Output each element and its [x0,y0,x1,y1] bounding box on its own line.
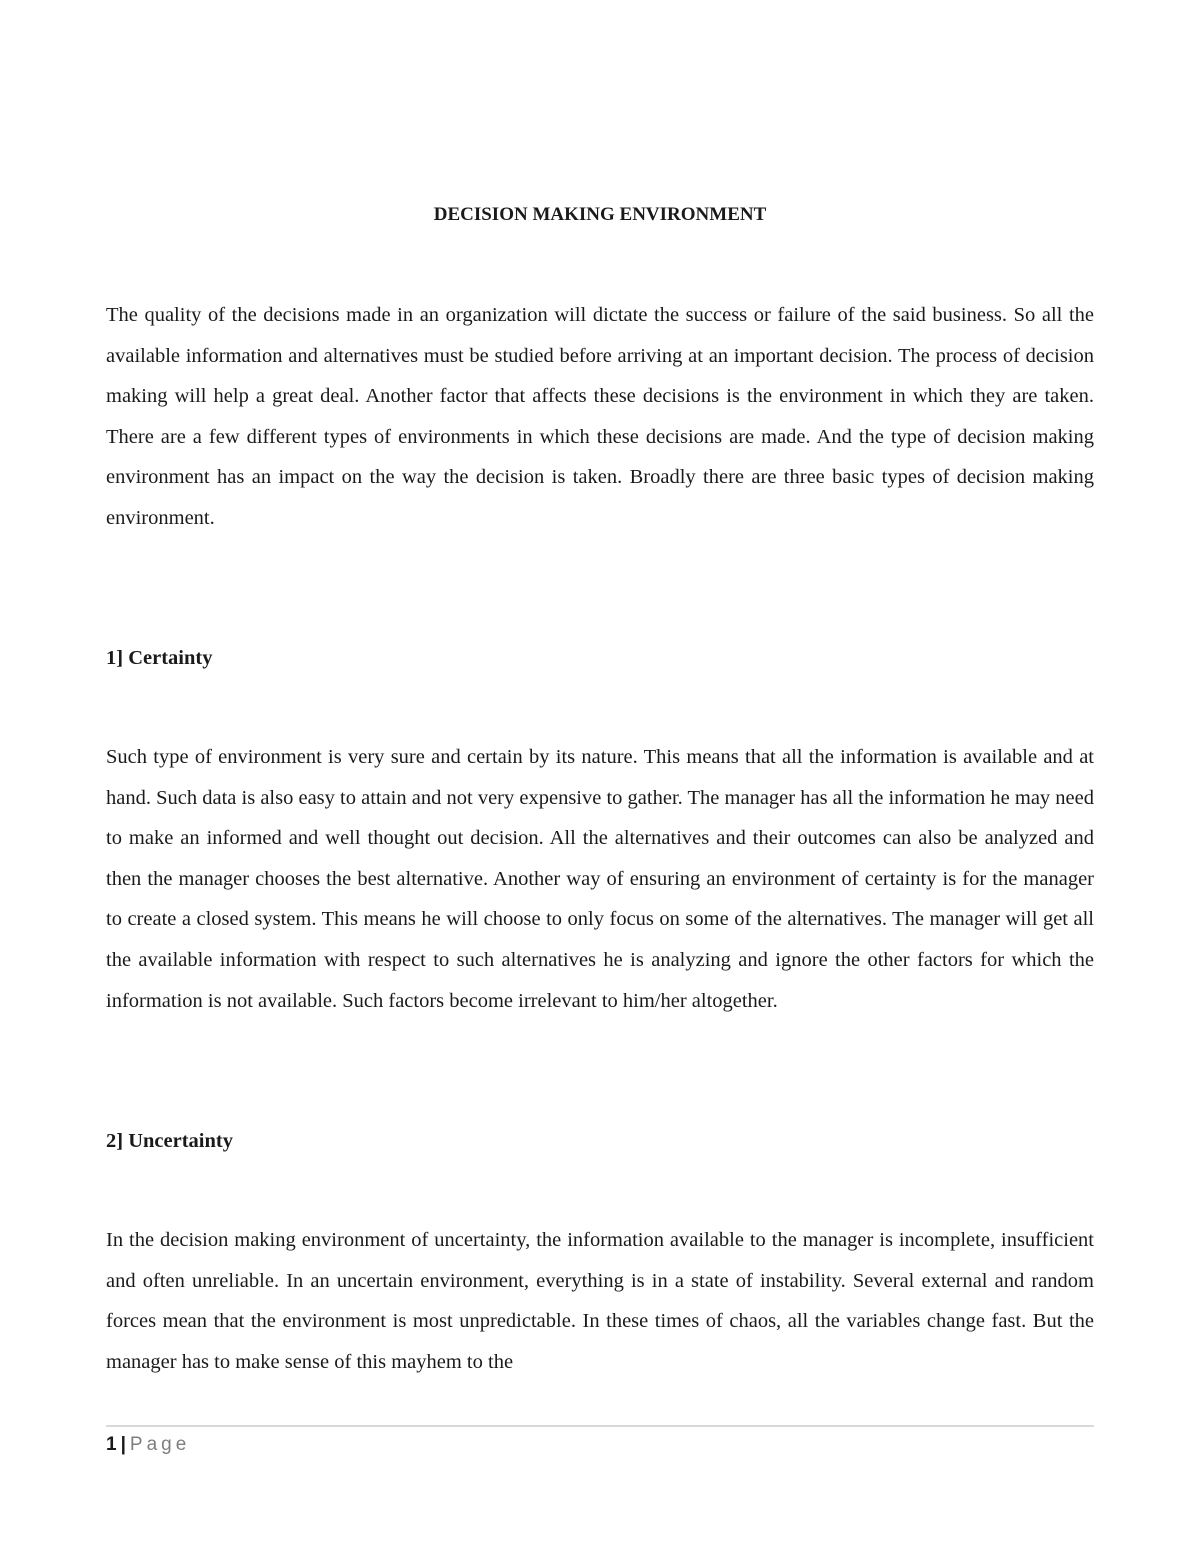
document-title: DECISION MAKING ENVIRONMENT [433,204,767,225]
intro-paragraph: The quality of the decisions made in an organization will dictate the success or failure of the said business. So all the available information and alternatives must be studied before arriving at an important decision. The process of decision making will help a great deal. Another factor that affects these decisions is the environment in which they are taken. There are a few different types of environments in which these decisions are made. And the type of decision making environment has an impact on the way the decision is taken. Broadly there are three basic types of decision making environment. [106,304,1094,529]
page-separator: | [120,1434,126,1455]
section-heading-certainty: 1] Certainty [106,647,213,669]
section-body-uncertainty: In the decision making environment of uncertainty, the information available to the manager is incomplete, insufficient and often unreliable. In an uncertain environment, everything is in a state of instability. Several external and random forces mean that the environment is most unpredictable. In these times of chaos, all the variables change fast. But the manager has to make sense of this mayhem to the [106,1229,1094,1373]
document-page [106,0,1094,1553]
section-body-certainty: Such type of environment is very sure and certain by its nature. This means that all the information is available and at hand. Such data is also easy to attain and not very expensive to gather. The manager has all the information he may need to make an informed and well thought out decision. All the alternatives and their outcomes can also be analyzed and then the manager chooses the best alternative. Another way of ensuring an environment of certainty is for the manager to create a closed system. This means he will choose to only focus on some of the alternatives. The manager will get all the available information with respect to such alternatives he is analyzing and ignore the other factors for which the information is not available. Such factors become irrelevant to him/her altogether. [106,746,1094,1012]
page-number: 1 [106,1434,117,1455]
page-label: Page [129,1434,191,1455]
section-heading-uncertainty: 2] Uncertainty [106,1130,233,1152]
page-footer [106,1433,190,1457]
footer-divider [106,1425,1094,1427]
